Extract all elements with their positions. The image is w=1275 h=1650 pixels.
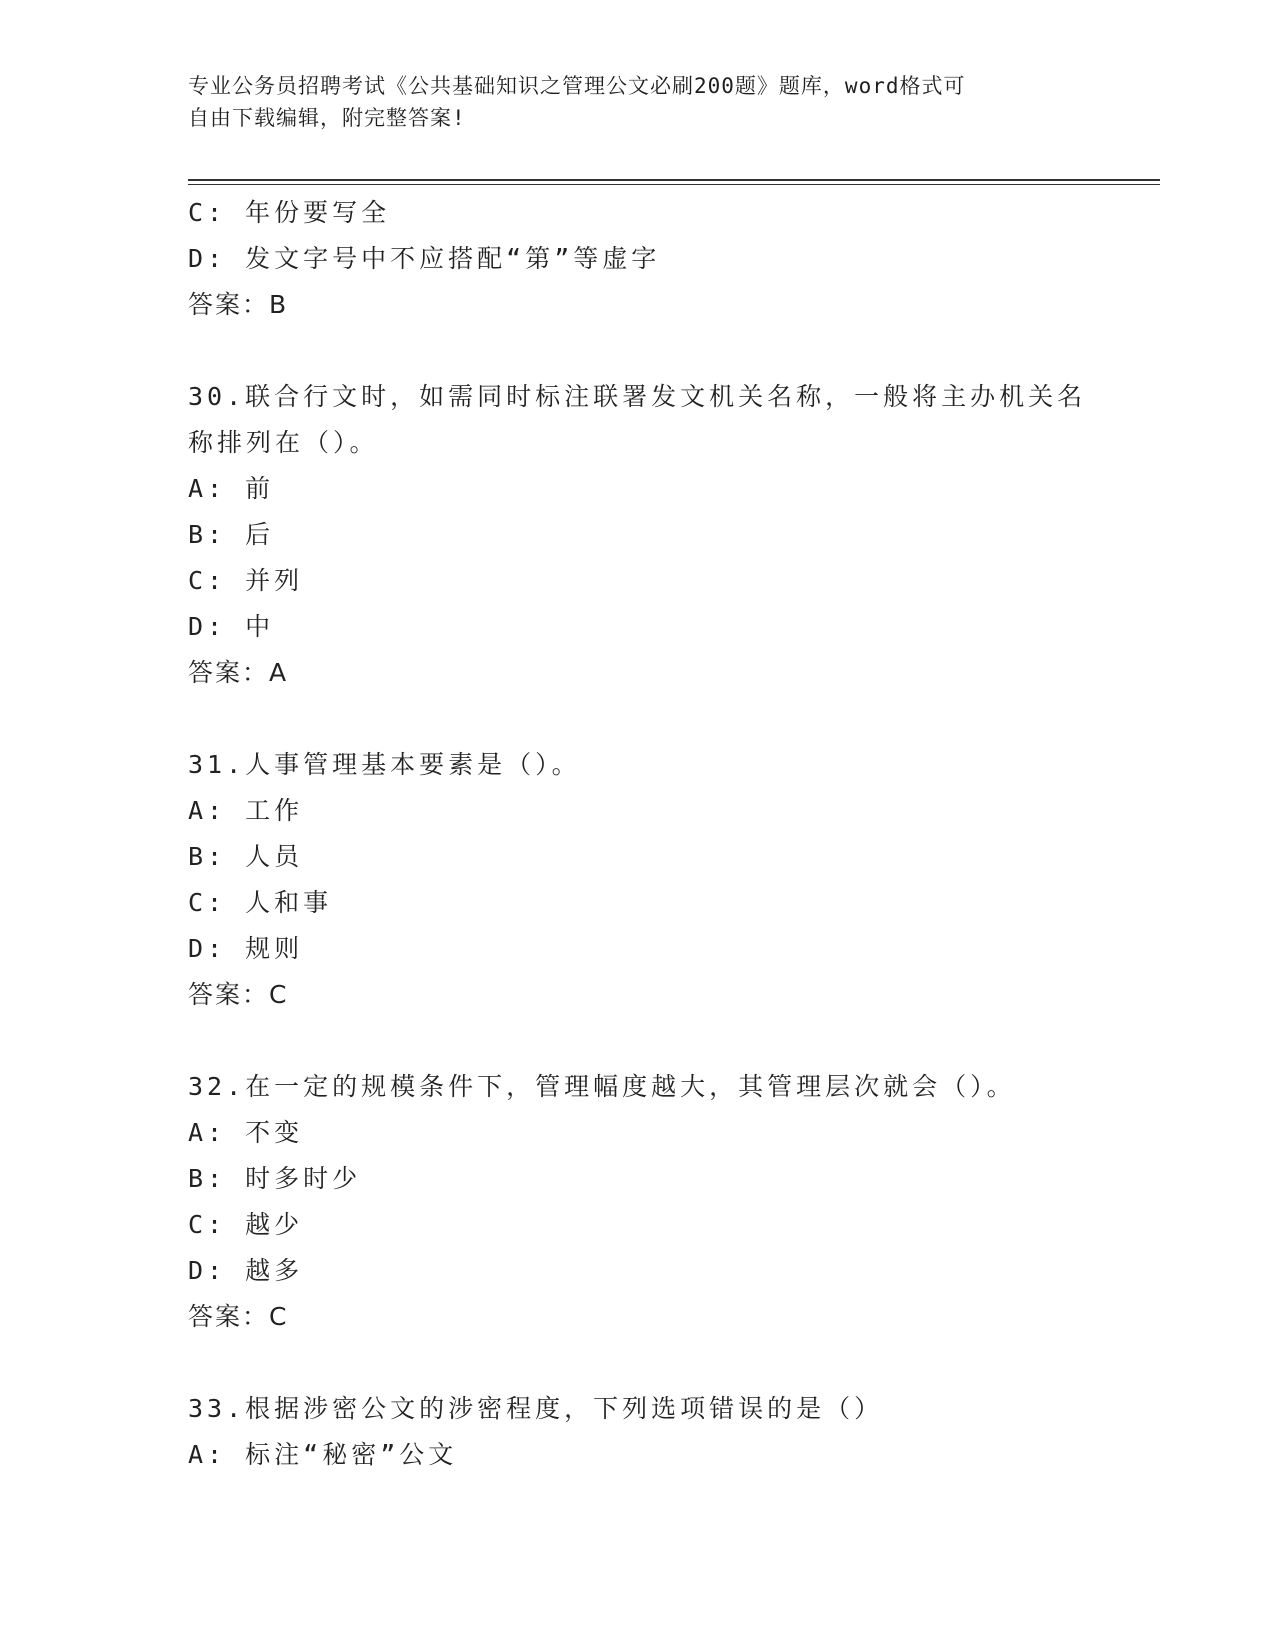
document-header xyxy=(188,70,1068,134)
option-d: D: 规则 xyxy=(188,934,304,963)
question-stem: 32.在一定的规模条件下，管理幅度越大，其管理层次就会（）。 xyxy=(188,1072,1016,1101)
answer-line: 答案：B xyxy=(188,290,289,319)
header-divider-thick xyxy=(188,179,1160,181)
option-d: D: 越多 xyxy=(188,1256,304,1285)
option-a: A: 前 xyxy=(188,474,275,503)
option-c: C: 并列 xyxy=(188,566,304,595)
spacer xyxy=(188,696,1088,742)
answer-line: 答案：A xyxy=(188,658,289,687)
option-d: D: 发文字号中不应搭配“第”等虚字 xyxy=(188,244,661,273)
question-block-prev xyxy=(188,190,1088,328)
question-block-33 xyxy=(188,1386,1088,1478)
header-line-2: 自由下载编辑，附完整答案! xyxy=(188,106,466,130)
question-stem: 31.人事管理基本要素是（）。 xyxy=(188,750,581,779)
option-a: A: 标注“秘密”公文 xyxy=(188,1440,458,1469)
spacer xyxy=(188,328,1088,374)
answer-line: 答案：C xyxy=(188,980,289,1009)
spacer xyxy=(188,1340,1088,1386)
question-block-31 xyxy=(188,742,1088,1018)
question-stem-continued: 称排列在（）。 xyxy=(188,428,379,457)
option-b: B: 时多时少 xyxy=(188,1164,362,1193)
header-divider-thin xyxy=(188,184,1160,185)
option-d: D: 中 xyxy=(188,612,275,641)
question-block-32 xyxy=(188,1064,1088,1340)
option-c: C: 越少 xyxy=(188,1210,304,1239)
header-line-1: 专业公务员招聘考试《公共基础知识之管理公文必刷200题》题库，word格式可 xyxy=(188,74,966,98)
option-b: B: 后 xyxy=(188,520,275,549)
option-a: A: 工作 xyxy=(188,796,304,825)
option-b: B: 人员 xyxy=(188,842,304,871)
question-stem: 33.根据涉密公文的涉密程度，下列选项错误的是（） xyxy=(188,1394,884,1423)
spacer xyxy=(188,1018,1088,1064)
option-a: A: 不变 xyxy=(188,1118,304,1147)
option-c: C: 年份要写全 xyxy=(188,198,391,227)
question-block-30 xyxy=(188,374,1088,696)
question-list xyxy=(188,190,1088,1478)
question-stem: 30.联合行文时，如需同时标注联署发文机关名称，一般将主办机关名 xyxy=(188,382,1087,411)
answer-line: 答案：C xyxy=(188,1302,289,1331)
option-c: C: 人和事 xyxy=(188,888,333,917)
